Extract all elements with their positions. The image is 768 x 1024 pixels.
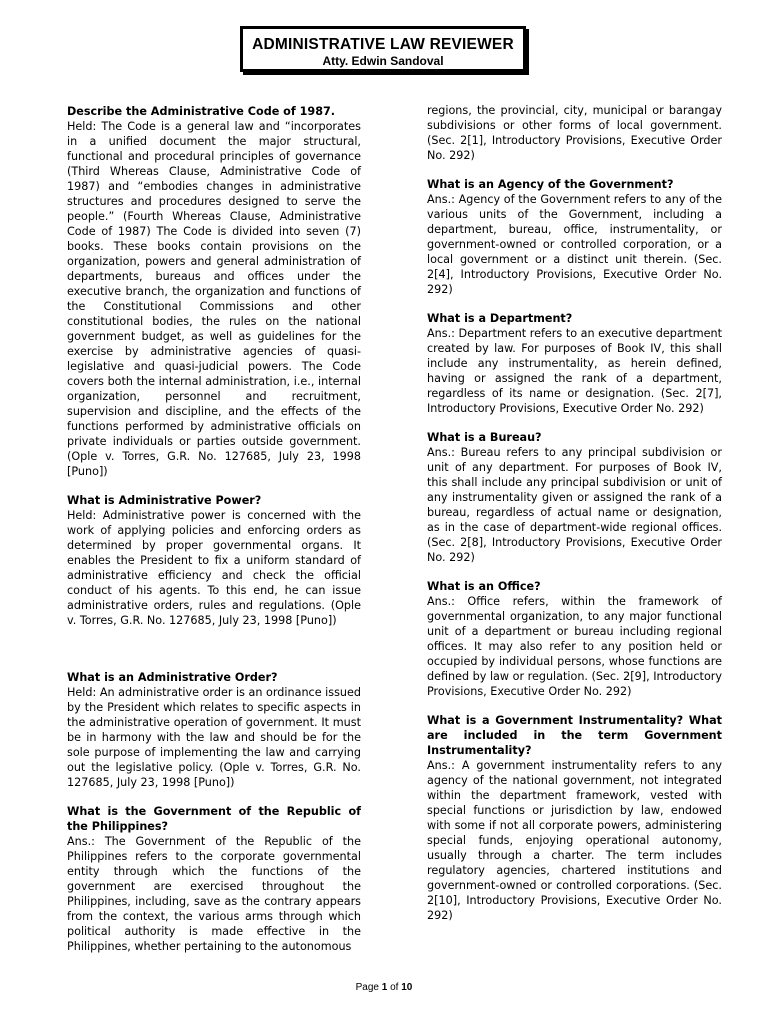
document-author: Atty. Edwin Sandoval (322, 54, 444, 68)
answer-text: Ans.: The Government of the Republic of the Philippines refers to the corporate governmental entity through which the functions of the government are exercised throughout the Philippines, including, save as the contrary appears from the context, the various arms through which political authority is made effective in the Philippines, whether pertaining to the autonomous (67, 835, 361, 953)
answer-text: Ans.: Agency of the Government refers to any of the various units of the Government, including a department, bureau, office, instrumentality, or government-owned or controlled corporation, or a local government or a distinct unit therein. (Sec. 2[4], Introductory Provisions, Executive Order No. 292) (427, 193, 722, 296)
title-box (240, 26, 526, 72)
answer-text: Held: An administrative order is an ordinance issued by the President which relates to specific aspects in the administrative operation of government. It must be in harmony with the law and should be for the sole purpose of implementing the law and carrying out the legislative policy. (Ople v. Torres, G.R. No. 127685, July 23, 1998 [Puno]) (67, 686, 361, 789)
qa-section (67, 804, 361, 954)
page-number: 1 (381, 982, 388, 993)
left-column (67, 104, 361, 968)
answer-text: Ans.: Bureau refers to any principal subdivision or unit of any department. For purposes of Book IV, this shall include any principal subdivision or unit of any instrumentality given or assigned the rank of a bureau, regardless of actual name or designation, as in the case of department-wide regional offices. (Sec. 2[8], Introductory Provisions, Executive Order No. 292) (427, 446, 722, 564)
answer-text: Ans.: Department refers to an executive department created by law. For purposes of Book IV, this shall include any instrumentality, as herein defined, having or assigned the rank of a department, regardless of its name or designation. (Sec. 2[7], Introductory Provisions, Executive Order No. 292) (427, 327, 722, 415)
answer-text: Held: Administrative power is concerned with the work of applying policies and enforcing orders as determined by proper governmental organs. It enables the President to fix a uniform standard of administrative efficiency and check the official conduct of his agents. To this end, he can issue administrative orders, rules and regulations. (Ople v. Torres, G.R. No. 127685, July 23, 1998 [Puno]) (67, 509, 361, 627)
question-heading: What is a Government Instrumentality? What are included in the term Government Instrumentality? (427, 714, 722, 757)
qa-section (427, 311, 722, 416)
page-label: Page (355, 982, 379, 993)
qa-section (67, 104, 361, 479)
question-heading: What is a Bureau? (427, 431, 542, 444)
answer-text: Held: The Code is a general law and “incorporates in a unified document the major structural, functional and procedural principles of governance (Third Whereas Clause, Administrative Code of 1987) and “embodies changes in administrative structures and procedures designed to serve the people.” (Fourth Whereas Clause, Administrative Code of 1987) The Code is divided into seven (7) books. These books contain provisions on the organization, powers and general administration of departments, bureaus and offices under the executive branch, the organization and functions of the Constitutional Commissions and other constitutional bodies, the rules on the national government budget, as well as guidelines for the exercise by administrative agencies of quasi-legislative and quasi-judicial powers. The Code covers both the internal administration, i.e., internal organization, personnel and recruitment, supervision and discipline, and the effects of the functions performed by administrative officials on private individuals or parties outside government. (Ople v. Torres, G.R. No. 127685, July 23, 1998 [Puno]) (67, 120, 361, 478)
question-heading: What is the Government of the Republic of the Philippines? (67, 805, 361, 833)
question-heading: What is a Department? (427, 312, 573, 325)
qa-section (427, 713, 722, 923)
qa-section (67, 670, 361, 790)
question-heading: What is an Agency of the Government? (427, 178, 674, 191)
qa-section (427, 579, 722, 699)
question-heading: What is an Administrative Order? (67, 671, 278, 684)
qa-section (427, 177, 722, 297)
question-heading: What is an Office? (427, 580, 541, 593)
page-footer (0, 982, 768, 993)
answer-text: regions, the provincial, city, municipal or barangay subdivisions or other forms of local government. (Sec. 2[1], Introductory Provisions, Executive Order No. 292) (427, 104, 722, 162)
question-heading: Describe the Administrative Code of 1987. (67, 105, 336, 118)
answer-text: Ans.: Office refers, within the framework of governmental organization, to any major functional unit of a department or bureau including regional offices. It may also refer to any position held or occupied by individual persons, whose functions are defined by law or regulation. (Sec. 2[9], Introductory Provisions, Executive Order No. 292) (427, 595, 723, 698)
page-total: 10 (401, 982, 413, 993)
page-of-label: of (390, 982, 399, 993)
qa-section-continued (427, 103, 722, 163)
document-title: ADMINISTRATIVE LAW REVIEWER (252, 36, 514, 53)
right-column (427, 104, 722, 937)
question-heading: What is Administrative Power? (67, 494, 262, 507)
answer-text: Ans.: A government instrumentality refers to any agency of the national government, not integrated within the department framework, vested with special functions or jurisdiction by law, endowed with some if not all corporate powers, administering special funds, enjoying operational autonomy, usually through a charter. The term includes regulatory agencies, chartered institutions and government-owned or controlled corporations. (Sec. 2[10], Introductory Provisions, Executive Order No. 292) (427, 759, 722, 922)
qa-section (427, 430, 722, 565)
qa-section (67, 493, 361, 628)
